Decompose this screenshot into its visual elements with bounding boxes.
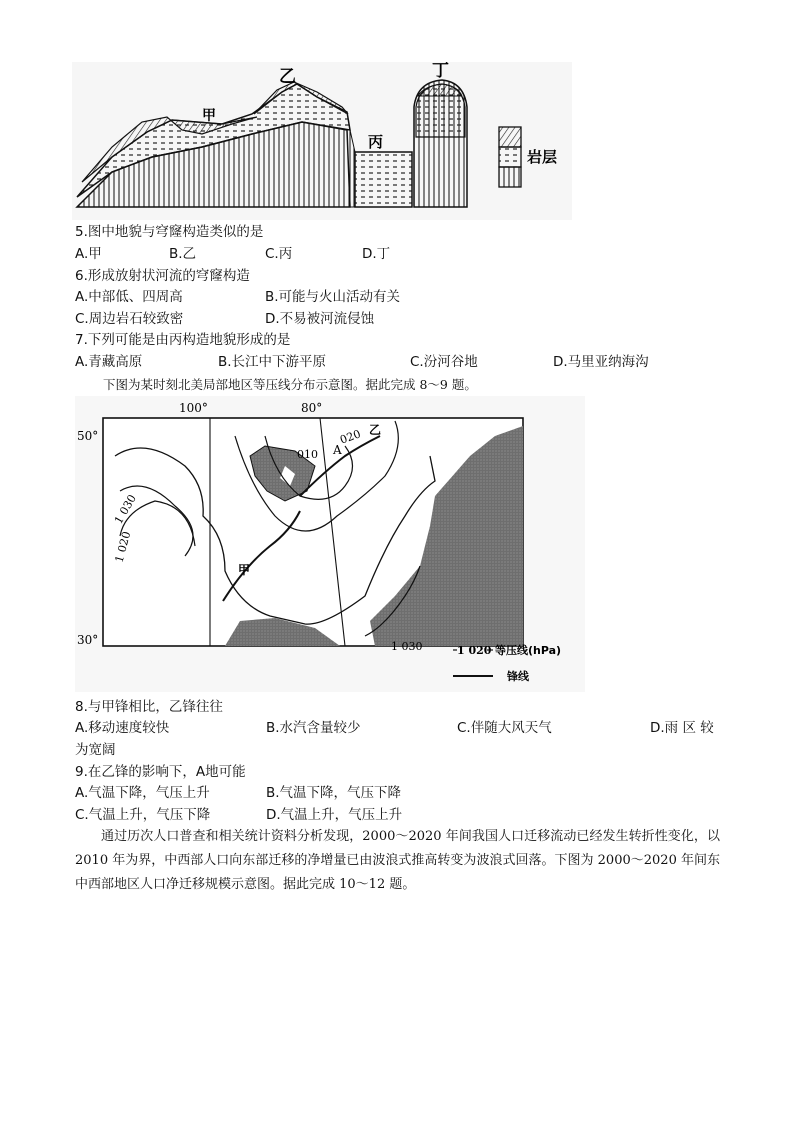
- intro-10-12-text: 通过历次人口普查和相关统计资料分析发现，2000～2020 年间我国人口迁移流动已经发生转折性变化，以 2010 年为界，中西部人口向东部迁移的净增量已由波浪式推高转变为波浪式回落。下图为 2000～2020 年间东中西部地区人口净迁移规模示意图。据此完成 10～12 题。: [75, 829, 720, 892]
- q5-option-b: B.乙: [169, 246, 197, 262]
- q7-stem: 7.下列可能是由丙构造地貌形成的是: [75, 332, 291, 348]
- q9-option-a: A.气温下降，气压上升: [75, 785, 210, 801]
- legend-isobar-label: 等压线(hPa): [495, 644, 562, 657]
- q8-option-a: A.移动速度较快: [75, 720, 170, 736]
- point-a-label: A: [333, 443, 342, 457]
- isobar-label-010: 010: [297, 448, 318, 461]
- intro-10-12-paragraph: [75, 825, 720, 897]
- q7-option-c: C.汾河谷地: [410, 354, 478, 370]
- q8-option-c: C.伴随大风天气: [457, 720, 552, 736]
- intro-8-9: 下图为某时刻北美局部地区等压线分布示意图。据此完成 8～9 题。: [103, 377, 477, 392]
- front-jia-label: 甲: [238, 563, 251, 577]
- q7-option-b: B.长江中下游平原: [218, 354, 327, 370]
- latitude-30: 30°: [77, 633, 99, 647]
- legend-rock-layer: 岩层: [527, 148, 558, 166]
- q8-option-d: D.雨 区 较: [650, 720, 714, 736]
- q5-option-a: A.甲: [75, 246, 102, 262]
- longitude-80: 80°: [301, 401, 323, 415]
- legend-isobar-value: 1 020: [457, 644, 492, 657]
- label-yi: 乙: [279, 67, 296, 87]
- isobar-label-1020-west: 1 020: [112, 530, 134, 564]
- q6-option-d: D.不易被河流侵蚀: [265, 311, 375, 327]
- q7-option-a: A.青藏高原: [75, 354, 143, 370]
- label-jia: 甲: [202, 108, 216, 124]
- label-bing: 丙: [368, 133, 384, 151]
- q8-option-d-wrap: 为宽阔: [75, 742, 116, 758]
- q9-option-c: C.气温上升，气压下降: [75, 807, 211, 823]
- q9-option-d: D.气温上升，气压上升: [266, 807, 403, 823]
- latitude-50: 50°: [77, 429, 99, 443]
- isobar-label-1030-west: 1 030: [111, 492, 139, 527]
- q8-stem: 8.与甲锋相比，乙锋往往: [75, 699, 223, 715]
- q9-stem: 9.在乙锋的影响下，A地可能: [75, 764, 246, 780]
- q8-option-b: B.水汽含量较少: [266, 720, 361, 736]
- label-ding: 丁: [432, 62, 449, 81]
- q5-stem: 5.图中地貌与穹窿构造类似的是: [75, 224, 264, 240]
- north-america-isobar-map: [75, 396, 585, 692]
- q5-option-d: D.丁: [362, 246, 391, 262]
- q6-option-b: B.可能与火山活动有关: [265, 289, 401, 305]
- q5-option-c: C.丙: [265, 246, 293, 262]
- legend-front-label: 锋线: [507, 670, 529, 683]
- q7-option-d: D.马里亚纳海沟: [553, 354, 649, 370]
- q6-option-a: A.中部低、四周高: [75, 289, 183, 305]
- q6-option-c: C.周边岩石较致密: [75, 311, 184, 327]
- q6-stem: 6.形成放射状河流的穹窿构造: [75, 268, 250, 284]
- q9-option-b: B.气温下降，气压下降: [266, 785, 402, 801]
- rock-layer-cross-section-diagram: [72, 62, 572, 220]
- isobar-label-1030-east: 1 030: [391, 640, 423, 653]
- longitude-100: 100°: [179, 401, 208, 415]
- isobar-label-020: 020: [338, 427, 363, 447]
- front-yi-label: 乙: [369, 423, 382, 437]
